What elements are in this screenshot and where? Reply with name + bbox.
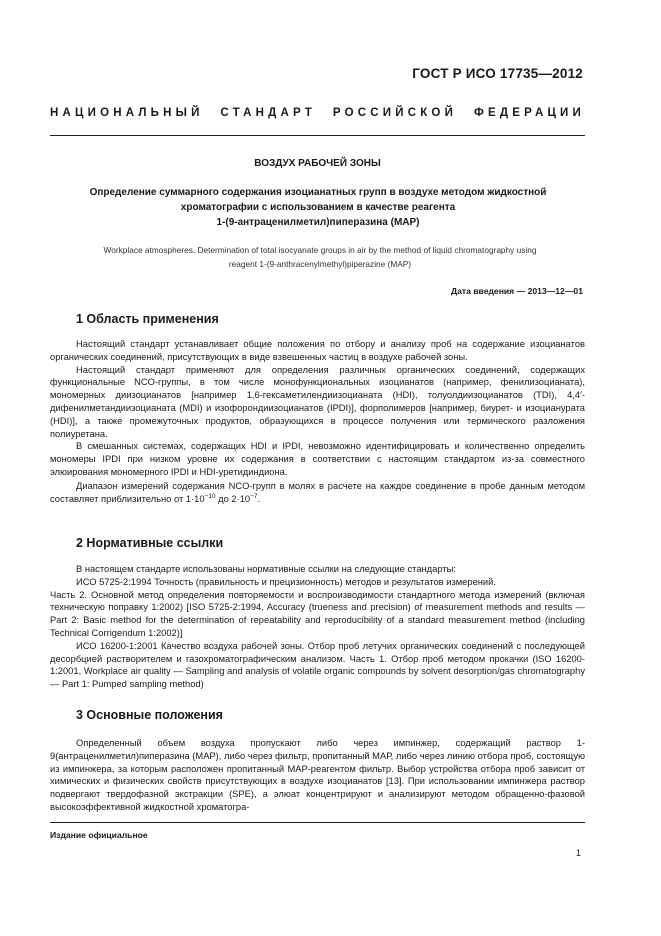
paragraph-measurement-range [50,480,585,506]
header-divider [50,135,585,136]
document-subtitle [58,185,578,230]
section-1-heading: 1 Область применения [76,312,219,326]
section-3-heading: 3 Основные положения [76,708,223,722]
paragraph: В смешанных системах, содержащих HDI и IPDI, невозможно идентифицировать и количественно определить мономеры IPDI при низком уровне их содержания в соответствии с настоящим стандартом из-за совместного элюирования мономерного IPDI и HDI-уретидиндиона. [50,441,585,477]
english-title-line: Workplace atmospheres. Determination of total isocyanate groups in air by the method of liquid chromatography using [103,245,537,255]
official-edition-note: Издание официальное [50,830,148,840]
introduction-date: Дата введения — 2013—12—01 [450,286,583,296]
document-code: ГОСТ Р ИСО 17735—2012 [412,66,583,81]
section-2-heading: 2 Нормативные ссылки [76,536,224,550]
section-3-body [50,737,585,814]
subtitle-line: Определение суммарного содержания изоцианатных групп в воздухе методом жидкостной [89,187,547,198]
section-1-body [50,338,585,505]
subtitle-line: 1-(9-антраценилметил)пиперазина (МАР) [216,217,420,228]
national-standard-banner: НАЦИОНАЛЬНЫЙ СТАНДАРТ РОССИЙСКОЙ ФЕДЕРАЦИИ [50,107,585,119]
text-span: . [257,493,261,504]
paragraph: Определенный объем воздуха пропускают либо через импинжер, содержащий раствор 1-9(антраценилметил)пиперазина (МАР), либо через фильтр, пропитанный МАР, либо через линию отбора проб, состоящую из импинжера, за которым расположен пропитанный МАР-реагентом фильтр. Выбор устройства отбора проб зависит от химических и физических свойств присутствующих в воздухе изоцианатов [13]. При использовании импинжера раствор подвергают твердофазной экстракции (SPE), а элюат концентрируют и анализируют методом обращенно-фазовой высокоэффективной жидкостной хроматогра- [50,738,585,812]
document-title: ВОЗДУХ РАБОЧЕЙ ЗОНЫ [254,158,381,169]
paragraph: ИСО 16200-1:2001 Качество воздуха рабочей зоны. Отбор проб летучих органических соединений с последующей десорбцией растворителем и газохроматографическим анализом. Часть 1. Отбор проб методом прокачки (ISO 16200-1:2001, Workplace air quality — Sampling and analysis of volatile organic compounds by solvent desorption/gas chromatography — Part 1: Pumped sampling method) [50,640,585,690]
text-span: до 2·10 [215,493,251,504]
subtitle-line: хроматографии с использованием в качестве реагента [180,202,456,213]
page-number: 1 [575,848,581,858]
footer-divider [50,822,585,823]
paragraph: В настоящем стандарте использованы нормативные ссылки на следующие стандарты: [76,564,456,574]
paragraph: Настоящий стандарт применяют для определения различных органических соединений, содержащих функциональные NCO-группы, в том числе монофункциональных изоцианатов (например, фенилизоцианата), мономерных диизоцианатов [например 1,6-гексаметилендиизоцианата (HDI), толуолдиизоцианатов (TDI), 4,4′-дифенилметандиизоцианата (MDI) и изофорондиизоцианатов (IPDI)], форполимеров [например, биурет- и изоцианурата (HDI)], а также промежуточных продуктов, образующихся в процессе получения или термического разложения полиуретана. [50,364,585,439]
text-span: Диапазон измерений содержания NCO-групп в молях в расчете на каждое соединение в пробе данным методом составляет приблизительно от 1·10 [50,480,585,504]
paragraph: Настоящий стандарт устанавливает общие положения по отбору и анализу проб на содержание изоцианатов органических соединений, присутствующих в виде взвешенных частиц в воздухе рабочей зоны. [50,339,585,362]
section-2-body [50,563,585,691]
english-title-line: reagent 1-(9-anthracenylmethyl)piperazine (MAP) [228,259,412,269]
english-title [60,243,580,271]
exponent: −10 [204,492,216,500]
exponent: −7 [250,492,258,500]
paragraph: Часть 2. Основной метод определения повторяемости и воспроизводимости стандартного метода измерений (включая техническую поправку 1:2002) [ISO 5725-2:1994, Accuracy (trueness and precision) of measurement methods and results — Part 2: Basic method for the determination of repeatability and reproducibility of a standard measurement method (including Technical Corrigendum 1:2002)] [50,589,585,638]
paragraph: ИСО 5725-2:1994 Точность (правильность и прецизионность) методов и результатов измерений. [76,576,496,587]
